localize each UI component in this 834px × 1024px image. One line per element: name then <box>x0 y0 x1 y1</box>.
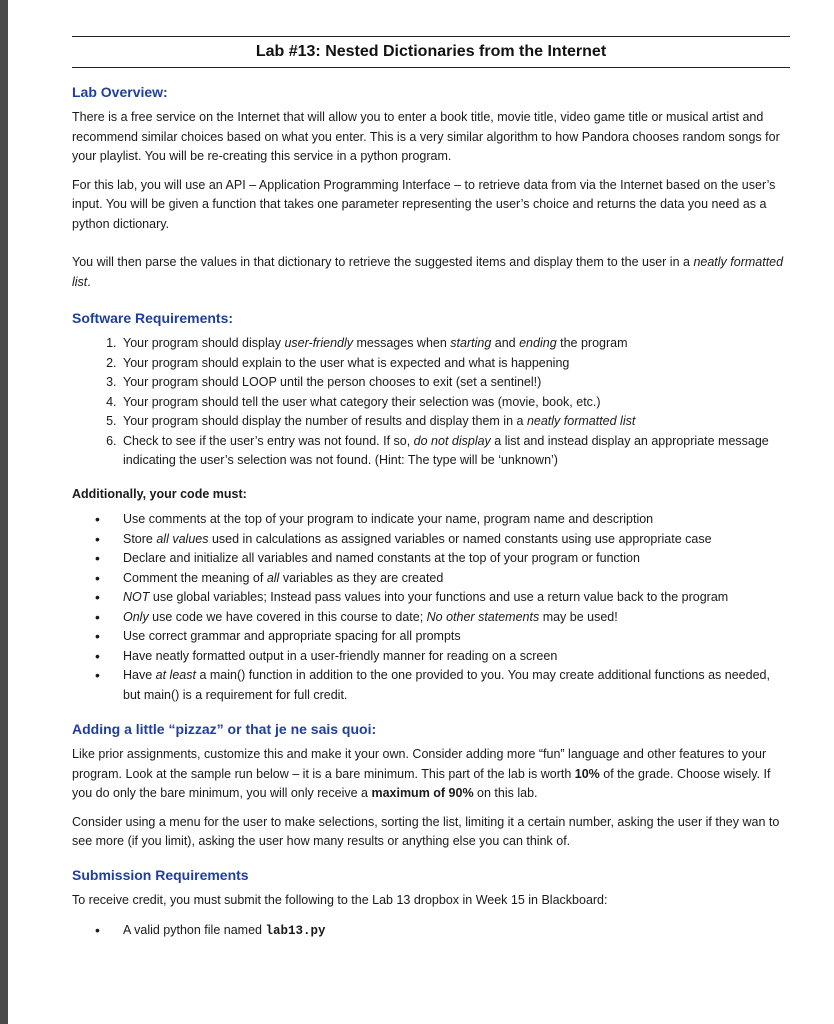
list-item: 4. Your program should tell the user what category their selection was (movie, book, etc.) <box>120 393 788 413</box>
list-item: • Declare and initialize all variables and named constants at the top of your program or function <box>95 550 640 566</box>
lab-overview-heading: Lab Overview: <box>72 84 168 100</box>
submission-paragraph: To receive credit, you must submit the following to the Lab 13 dropbox in Week 15 in Blackboard: <box>72 892 608 907</box>
list-item: • Have at least a main() function in addition to the one provided to you. You may create additional functions as needed, but main() is a requirement for full credit. <box>95 667 770 702</box>
list-item: 1. Your program should display user-friendly messages when starting and ending the program <box>120 334 788 354</box>
list-item: • Use correct grammar and appropriate spacing for all prompts <box>95 628 461 644</box>
list-item: 6. Check to see if the user’s entry was not found. If so, do not display a list and instead display an appropriate message indicating the user’s selection was not found. (Hint: The type will be ‘unknown’) <box>120 432 788 471</box>
additionally-heading: Additionally, your code must: <box>72 486 247 501</box>
list-item: • A valid python file named lab13.py <box>95 922 326 938</box>
overview-paragraph-2: For this lab, you will use an API – Application Programming Interface – to retrieve data from via the Internet based on the user’s input. You will be given a function that takes one parameter representing the user’s choice and returns the data you need as a python dictionary. <box>72 177 776 231</box>
pizzaz-paragraph-1: Like prior assignments, customize this and make it your own. Consider adding more “fun” language and other features to your program. Look at the sample run below – it is a bare minimum. This part of the lab is worth 10% of the grade. Choose wisely. If you do only the bare minimum, you will only receive a maximum of 90% on this lab. <box>72 747 771 800</box>
list-item: 5. Your program should display the number of results and display them in a neatly formatted list <box>120 412 788 432</box>
list-item: 2. Your program should explain to the user what is expected and what is happening <box>120 354 788 374</box>
document-body <box>72 82 788 951</box>
list-item: • Comment the meaning of all variables as they are created <box>95 569 444 586</box>
overview-paragraph-1: There is a free service on the Internet that will allow you to enter a book title, movie title, video game title or musical artist and recommend similar choices based on what you enter. This is a very similar algorithm to how Pandora chooses random songs for your playlist. You will be re-creating this service in a python program. <box>72 110 780 163</box>
submission-heading: Submission Requirements <box>72 866 249 883</box>
list-item: • Use comments at the top of your program to indicate your name, program name and description <box>95 511 654 527</box>
document-page <box>8 0 834 1024</box>
overview-paragraph-3: You will then parse the values in that dictionary to retrieve the suggested items and display them to the user in a neatly formatted list. <box>72 255 784 289</box>
list-item: 3. Your program should LOOP until the person chooses to exit (set a sentinel!) <box>120 373 788 393</box>
list-item: • Store all values used in calculations as assigned variables or named constants using use appropriate case <box>95 530 712 547</box>
list-item: • Have neatly formatted output in a user-friendly manner for reading on a screen <box>95 647 558 664</box>
list-item: • Only use code we have covered in this course to date; No other statements may be used! <box>95 608 618 625</box>
pizzaz-paragraph-2: Consider using a menu for the user to make selections, sorting the list, limiting it a certain number, asking the user if they wan to see more (if you limit), asking the user how many results or anything else you can think of. <box>72 814 780 848</box>
pizzaz-heading: Adding a little “pizzaz” or that je ne sais quoi: <box>72 721 377 737</box>
software-requirements-list <box>72 334 788 471</box>
page-title: Lab #13: Nested Dictionaries from the Internet <box>72 36 790 68</box>
list-item: • NOT use global variables; Instead pass values into your functions and use a return value back to the program <box>95 589 729 605</box>
software-requirements-heading: Software Requirements: <box>72 310 234 326</box>
filename: lab13.py <box>265 924 326 938</box>
submission-list <box>72 921 788 942</box>
additional-requirements-list <box>72 510 788 705</box>
